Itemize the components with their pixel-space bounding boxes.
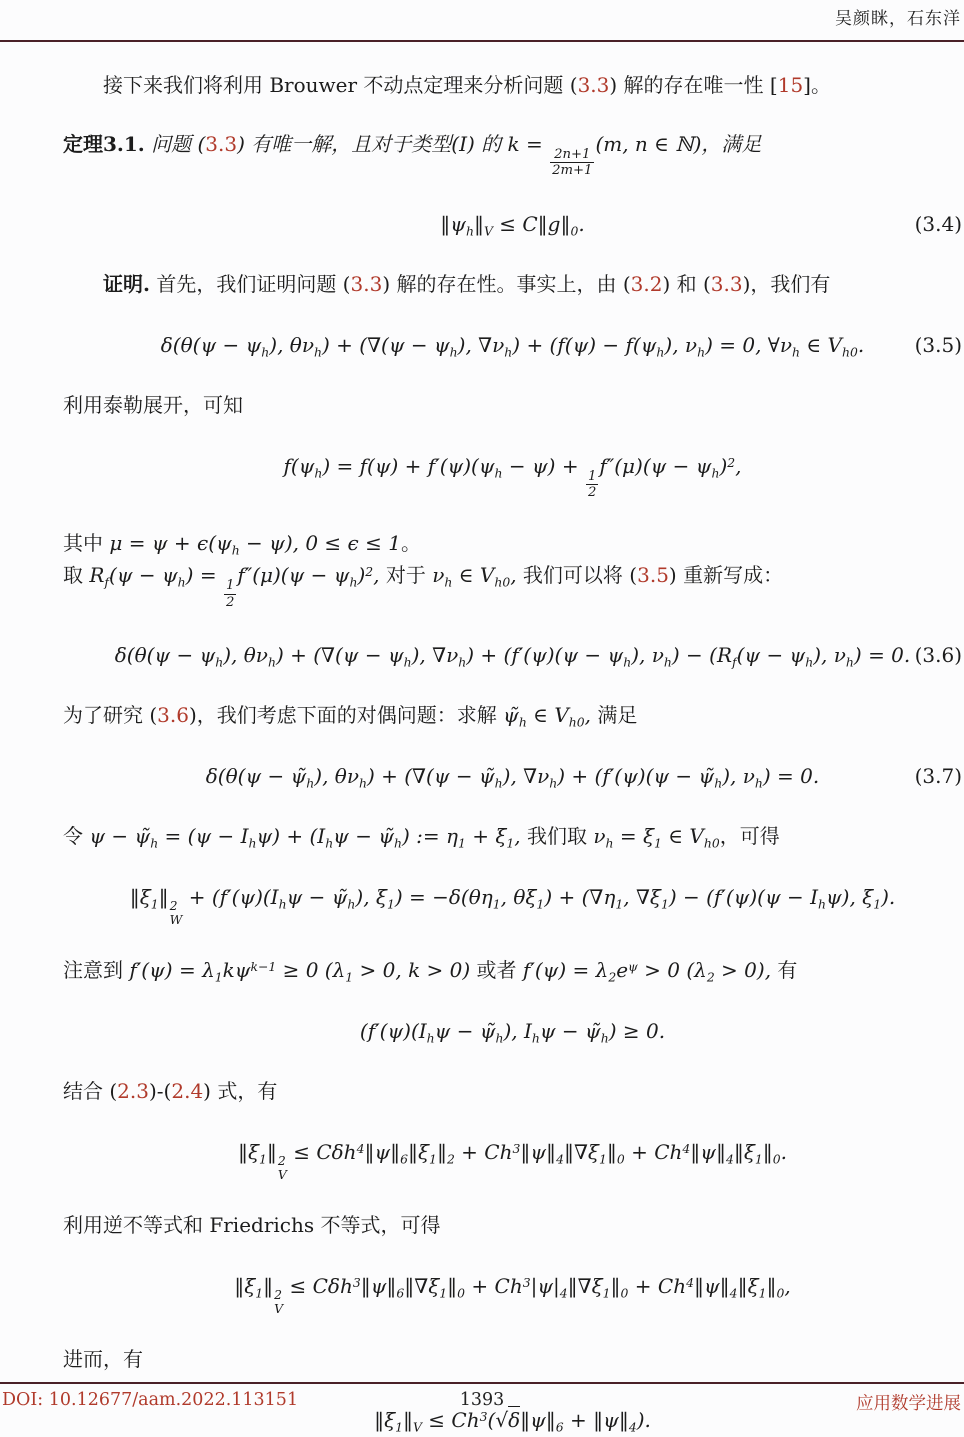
text-run: 利用逆不等式和 Friedrichs 不等式，可得	[63, 1212, 441, 1237]
doi-link[interactable]: DOI: 10.12677/aam.2022.113151	[2, 1390, 299, 1410]
fraction	[586, 469, 598, 500]
subscript: h	[248, 835, 257, 851]
subscript: 1	[345, 969, 354, 985]
text-run: 首先，我们证明问题 (	[149, 271, 351, 296]
subscript: 1	[429, 1151, 437, 1167]
subscript: h	[465, 222, 474, 238]
subscript: h	[358, 775, 367, 791]
reference-link[interactable]: 3.6	[157, 702, 189, 727]
subscript: h	[711, 464, 720, 480]
subscript: 4	[628, 1419, 637, 1435]
math-run: $\nu_h$ ∈ $V_{h0}$,	[432, 563, 517, 590]
text-run: 进而，有	[63, 1346, 143, 1371]
math-run: $‖\psi_h‖_V$ ≤ $C‖g‖_0$.	[440, 211, 585, 238]
fraction	[550, 147, 594, 178]
subscript: 1	[492, 896, 501, 912]
subscript: 0	[772, 1151, 781, 1167]
body-paragraph	[63, 1209, 962, 1241]
subscript: h	[549, 775, 558, 791]
subscript: h	[600, 1030, 609, 1046]
sup-sub-stack	[278, 1154, 287, 1182]
subscript: h	[261, 343, 270, 359]
fraction-denominator: 2	[587, 485, 597, 501]
math-run: $f(\psi_h) = f(\psi) + f'(\psi)(\psi_h - \psi)$ + $\frac{1}{2}$ $f''(\mu)(\psi - \psi_h)^2$,	[283, 453, 742, 501]
subscript: h0	[568, 714, 585, 730]
subscript: h	[531, 1030, 540, 1046]
subscript: W	[169, 911, 183, 927]
fraction-denominator: 2m+1	[552, 163, 593, 179]
journal-name: 应用数学进展	[856, 1394, 961, 1414]
subscript: 1	[660, 896, 669, 912]
math-run: $f'(\psi) = \lambda_1k\psi^{k-1} \ge 0$ ($\lambda_1 > 0$, k > 0)	[129, 957, 471, 985]
subscript: 1	[458, 835, 466, 851]
subscript: 1	[873, 896, 882, 912]
text-run: ，可得	[719, 823, 780, 848]
reference-link[interactable]: 3.3	[577, 73, 610, 97]
subscript: V	[413, 1419, 422, 1435]
subscript: h	[697, 343, 706, 359]
superscript: 3	[352, 1274, 361, 1290]
math-run: $\psĩ_h$ ∈ $V_{h0}$,	[503, 702, 592, 730]
subscript: 1	[259, 1151, 267, 1167]
text-run: ) 式，有	[203, 1078, 278, 1103]
subscript: h	[623, 654, 632, 670]
equation-number: (3.7)	[914, 763, 962, 788]
math-run: $\nu_h = \xi_1$ ∈ $V_{h0}$	[593, 823, 720, 851]
subscript: h0	[494, 574, 511, 590]
text-run: ) 和 (	[662, 271, 711, 296]
text-run: 我们可以将 (	[516, 563, 638, 588]
subscript: 0	[616, 1151, 625, 1167]
text-run: 对于	[379, 563, 433, 588]
subscript: h0	[841, 343, 858, 359]
math-run: $\delta(\theta(\psi - \psi_h)$, $\theta\nu_h) + (\nabla(\psi - \psi_h)$, $\nabla\nu_h) + (f(\psi) - f(\psi_h)$, $\nu_h) = 0$, $\forall\nu_h$ ∈ $V_{h0}$.	[160, 332, 865, 359]
text-run: 结合 (	[63, 1078, 118, 1103]
math-run: $‖\xi_1‖$ 2 W + ($f'(\psi)(I_h\psi$ − $\psĩ_h$), $\xi_1) = -\delta(\theta\eta_1$, $\theta\xi_1) + (\nabla\eta_1$, $\nabla\xi_1) - (f'(\psi)(\psi - I_h\psi)$, $\xi_1$).	[129, 884, 896, 927]
subscript: h0	[703, 835, 720, 851]
display-equation	[63, 759, 962, 793]
subscript: h	[754, 775, 763, 791]
math-run: k = $\frac{2n+1}{2m+1}$ (m, n ∈ ℕ)	[507, 132, 702, 179]
subscript: h	[845, 654, 854, 670]
text-run: ，满足	[701, 132, 762, 156]
subscript: 1	[602, 1285, 611, 1301]
display-equation	[63, 449, 962, 501]
math-run: $‖\xi_1‖$ 2 V ≤ $C\delta h^4‖\psi‖_6‖\xi_1‖_2$ + $Ch^3‖\psi‖_4‖\nabla\xi_1‖_0$ + $Ch^4‖\psi‖_4‖\xi_1‖_0$.	[238, 1139, 787, 1182]
text-run: 定理3.1.	[63, 132, 145, 156]
superscript: 4	[356, 1140, 365, 1156]
subscript: h	[494, 775, 503, 791]
body-paragraph	[63, 527, 962, 610]
subscript: h	[231, 542, 240, 558]
body-paragraph	[63, 820, 962, 852]
subscript: h	[805, 654, 814, 670]
superscript: 2	[365, 564, 374, 579]
superscript: 2	[169, 897, 178, 913]
math-run: $R_f(\psi - \psi_h)$ = $\frac{1}{2}$ $f''(\mu)(\psi - \psi_h)^2$,	[89, 563, 380, 610]
subscript: h	[449, 343, 458, 359]
text-run: 有	[771, 957, 798, 982]
superscript: 4	[686, 1274, 694, 1290]
body-paragraph	[63, 268, 962, 300]
text-run: )，我们有	[742, 271, 831, 296]
subscript: h	[494, 464, 503, 480]
text-run: 令	[63, 823, 90, 848]
subscript: 1	[439, 1285, 448, 1301]
equation-number: (3.4)	[914, 211, 962, 236]
text-run: 利用泰勒展开，可知	[63, 392, 243, 417]
subscript: 4	[729, 1285, 738, 1301]
subscript: 4	[559, 1285, 568, 1301]
subscript: h	[444, 574, 453, 590]
text-run: 取	[63, 563, 90, 588]
subscript: 2	[706, 969, 715, 985]
fraction	[224, 578, 236, 609]
subscript: h	[656, 343, 665, 359]
page-number: 1393	[459, 1390, 505, 1410]
text-run: )-(	[148, 1078, 172, 1103]
subscript: 2	[608, 969, 617, 985]
reference-link[interactable]: 15	[777, 73, 804, 97]
subscript: 0	[457, 1285, 466, 1301]
display-equation	[63, 638, 962, 672]
text-run: 满足	[591, 702, 638, 727]
subscript: 0	[620, 1285, 629, 1301]
math-run: $\delta(\theta(\psi - \psĩ_h)$, $\theta\nu_h) + (\nabla(\psi$ − $\psĩ_h$), $\nabla\nu_h) + (f'(\psi)(\psi$ − $\psĩ_h$), $\nu_h) = 0$.	[205, 763, 820, 791]
display-equation	[63, 1269, 962, 1316]
text-run: ) 解的存在唯一性 [	[609, 73, 778, 97]
subscript: h	[314, 464, 323, 480]
subscript: 6	[555, 1419, 564, 1435]
subscript: 0	[776, 1285, 785, 1301]
subscript: h	[278, 896, 287, 912]
subscript: 1	[395, 1419, 403, 1435]
subscript: h	[426, 1030, 435, 1046]
superscript: 2	[277, 1152, 286, 1168]
subscript: h	[394, 835, 402, 851]
math-run: $\psi - \psĩ_h = (\psi - I_h\psi) + (I_h\psi$ − $\psĩ_h$) := $\eta_1 + \xi_1$,	[89, 823, 521, 851]
subscript: h	[714, 775, 723, 791]
body-paragraph	[63, 1343, 962, 1375]
text-run: 我们取	[520, 823, 594, 848]
math-run: $\delta(\theta(\psi - \psi_h)$, $\theta\nu_h) + (\nabla(\psi - \psi_h)$, $\nabla\nu_h) + (f'(\psi)(\psi - \psi_h)$, $\nu_h) - (R_f(\psi - \psi_h)$, $\nu_h) = 0$.	[114, 642, 911, 670]
subscript: 1	[214, 969, 223, 985]
body-paragraph	[63, 69, 962, 101]
reference-link[interactable]: 3.5	[637, 563, 669, 588]
subscript: h	[458, 654, 467, 670]
subscript: V	[483, 222, 493, 238]
radicand: δ	[508, 1407, 521, 1432]
fraction-numerator: 2n+1	[554, 147, 591, 163]
reference-link[interactable]: 2.3	[117, 1078, 149, 1103]
text-run: 的	[474, 132, 508, 156]
display-equation	[63, 328, 962, 362]
subscript: f	[732, 654, 737, 670]
text-run: ) 解的存在性。事实上，由 (	[382, 271, 631, 296]
subscript: h	[325, 835, 334, 851]
text-run: ) 有唯一解，且对于类型	[237, 132, 452, 156]
reference-link[interactable]: 3.3	[350, 271, 383, 296]
math-run: $‖\xi_1‖$ 2 V ≤ $C\delta h^3‖\psi‖_6‖\nabla\xi_1‖_0$ + $Ch^3|\psi|_4‖\nabla\xi_1‖_0$ + $Ch^4‖\psi‖_4‖\xi_1‖_0$,	[234, 1273, 791, 1316]
body-paragraph	[63, 1075, 962, 1107]
reference-link[interactable]: 3.3	[710, 271, 743, 296]
fraction-denominator: 2	[225, 594, 235, 610]
subscript: 1	[758, 1285, 767, 1301]
header-authors: 吴颜眯，石东洋	[835, 9, 961, 29]
subscript: h	[347, 896, 356, 912]
subscript: 4	[725, 1151, 734, 1167]
subscript: h	[495, 1030, 504, 1046]
display-equation	[63, 1014, 962, 1048]
text-run: 问题 (	[144, 132, 206, 156]
text-run: 其中	[63, 531, 110, 556]
subscript: h	[215, 654, 224, 670]
subscript: h	[267, 654, 276, 670]
superscript: k−1	[250, 958, 277, 974]
body-paragraph	[63, 389, 962, 421]
fraction-numerator: 1	[225, 578, 235, 594]
text-run: 证明.	[103, 271, 150, 296]
math-run: (I)	[451, 132, 475, 156]
subscript: 1	[654, 835, 662, 851]
subscript: 6	[400, 1151, 409, 1167]
subscript: 1	[506, 835, 515, 851]
superscript: 3	[512, 1140, 521, 1156]
text-run: ) 重新写成：	[668, 563, 784, 588]
math-run: $\mu = \psi + \epsilon(\psi_h - \psi)$, 0 ≤ ϵ ≤ 1	[109, 531, 401, 558]
body-paragraph	[63, 954, 962, 986]
math-run: ($f'(\psi)(I_h\psi$ − $\psĩ_h$), $I_h\psi$ − $\psĩ_h) \ge 0$.	[359, 1018, 666, 1046]
subscript: h	[663, 654, 672, 670]
sup-sub-stack	[274, 1288, 283, 1316]
radical-sign: √	[495, 1407, 509, 1432]
subscript: 1	[754, 1151, 763, 1167]
subscript: 4	[556, 1151, 564, 1167]
subscript: 0	[570, 222, 579, 238]
text-run: 。	[400, 531, 421, 556]
text-run: 或者	[470, 957, 523, 982]
superscript: 3	[479, 1408, 488, 1424]
subscript: 1	[255, 1285, 264, 1301]
text-run: )，我们考虑下面的对偶问题：求解	[188, 702, 504, 727]
document-body	[63, 42, 962, 1437]
subscript: h	[150, 835, 159, 851]
fraction-numerator: 1	[587, 468, 597, 484]
subscript: h	[518, 714, 527, 730]
equation-number: (3.6)	[914, 642, 962, 667]
subscript: h	[349, 574, 358, 590]
footer-rule	[0, 1382, 964, 1384]
subscript: h	[314, 343, 322, 359]
subscript: h	[605, 835, 614, 851]
subscript: 1	[386, 896, 395, 912]
superscript: 4	[682, 1140, 691, 1156]
subscript: 1	[615, 896, 624, 912]
display-equation	[63, 880, 962, 927]
subscript: 1	[598, 1151, 607, 1167]
sup-sub-stack	[170, 899, 183, 927]
text-run: ]。	[803, 73, 831, 97]
subscript: h	[403, 654, 412, 670]
subscript: h	[818, 896, 826, 912]
body-paragraph	[63, 128, 962, 179]
text-run: 注意到	[63, 957, 130, 982]
display-equation	[63, 1135, 962, 1182]
subscript: h	[504, 343, 513, 359]
math-run: $f'(\psi) = \lambda_2e^\psi > 0$ $(\lambda_2 > 0)$,	[522, 957, 772, 985]
text-run: 为了研究 (	[63, 702, 158, 727]
subscript: 1	[150, 896, 159, 912]
reference-link[interactable]: 2.4	[171, 1078, 204, 1103]
superscript: ψ	[628, 958, 638, 974]
subscript: h	[306, 775, 315, 791]
body-paragraph	[63, 699, 962, 731]
subscript: 2	[446, 1151, 455, 1167]
superscript: 2	[727, 454, 736, 470]
text-run: 接下来我们将利用 Brouwer 不动点定理来分析问题 (	[103, 73, 578, 97]
subscript: h	[792, 343, 801, 359]
superscript: 2	[274, 1286, 283, 1302]
reference-link[interactable]: 3.2	[630, 271, 663, 296]
subscript: 6	[396, 1285, 405, 1301]
subscript: f	[104, 574, 110, 590]
reference-link[interactable]: 3.3	[205, 132, 238, 156]
display-equation	[63, 207, 962, 241]
subscript: V	[274, 1300, 284, 1316]
equation-number: (3.5)	[914, 332, 962, 357]
subscript: 1	[536, 896, 545, 912]
superscript: 3	[522, 1274, 531, 1290]
math-run: $‖\xi_1‖_V$ ≤ $Ch^3(√\delta‖\psi‖_6$ + $‖\psi‖_4$).	[374, 1407, 651, 1435]
subscript: V	[277, 1166, 287, 1182]
subscript: h	[177, 574, 186, 590]
